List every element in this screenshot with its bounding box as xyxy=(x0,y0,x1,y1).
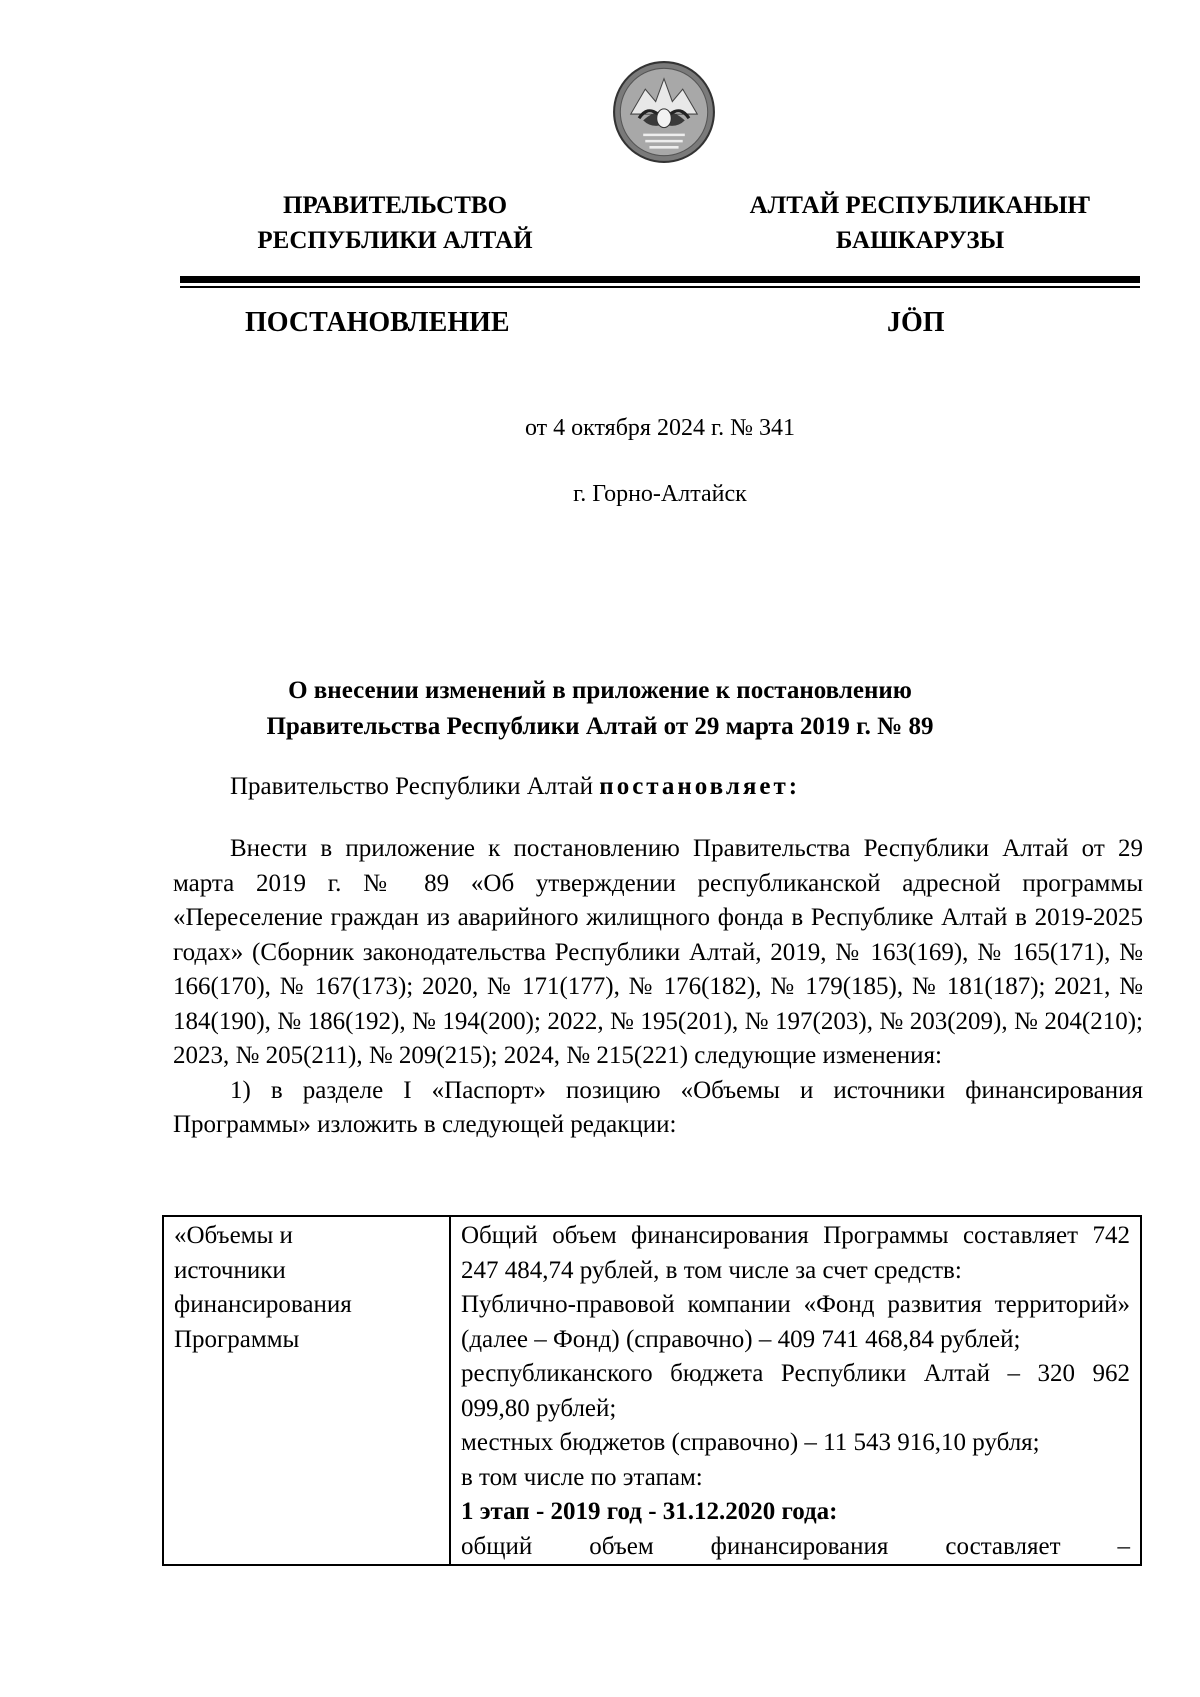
preamble xyxy=(230,770,800,804)
body-paragraph-2: 1) в разделе I «Паспорт» позицию «Объемы и источники финансирования Программы» изложить в следующей редакции: xyxy=(173,1076,1143,1138)
label-line2: источники xyxy=(174,1256,286,1284)
table-label-cell xyxy=(163,1216,450,1565)
body-text xyxy=(173,832,1143,1143)
header-rule-thick xyxy=(180,276,1140,283)
label-line4: Программы xyxy=(174,1325,300,1353)
header-left-line1: ПРАВИТЕЛЬСТВО xyxy=(282,192,508,219)
doc-type-right: JÖП xyxy=(887,307,945,338)
city: г. Горно-Алтайск xyxy=(573,481,747,507)
preamble-emphasis: постановляет: xyxy=(599,773,801,800)
label-line1: «Объемы и xyxy=(174,1222,293,1249)
value-republican-budget: республиканского бюджета Республики Алтай – 320 962 099,80 рублей; xyxy=(461,1360,1130,1422)
document-title xyxy=(0,673,1200,745)
table-row xyxy=(163,1216,1141,1565)
header-rule-thin xyxy=(180,286,1140,288)
value-fund: Публично-правовой компании «Фонд развития территорий» (далее – Фонд) (справочно) – 409 741 468,84 рублей; xyxy=(461,1291,1130,1353)
body-paragraph-1: Внести в приложение к постановлению Правительства Республики Алтай от 29 марта 2019 г. № 89 «Об утверждении республиканской адресной программы «Переселение граждан из аварийного жилищного фонда в Республике Алтай в 2019-2025 годах» (Сборник законодательства Республики Алтай, 2019, № 163(169), № 165(171), № 166(170), № 167(173); 2020, № 171(177), № 176(182), № 179(185), № 181(187); 2021, № 184(190), № 186(192), № 194(200); 2022, № 195(201), № 197(203), № 203(209), № 204(210); 2023, № 205(211), № 209(215); 2024, № 215(221) следующие изменения: xyxy=(173,835,1143,1069)
preamble-text: Правительство Республики Алтай xyxy=(230,773,600,800)
header-right-line1: АЛТАЙ РЕСПУБЛИКАНЫҤ xyxy=(749,192,1091,219)
title-line2: Правительства Республики Алтай от 29 марта 2019 г. № 89 xyxy=(266,713,934,740)
doc-type-left: ПОСТАНОВЛЕНИЕ xyxy=(245,307,510,338)
value-total: Общий объем финансирования Программы составляет 742 247 484,74 рублей, в том числе за счет средств: xyxy=(461,1222,1130,1284)
date-number: от 4 октября 2024 г. № 341 xyxy=(524,415,795,441)
header-left-authority xyxy=(230,188,560,258)
header-right-authority xyxy=(720,188,1120,258)
coat-of-arms-emblem xyxy=(612,60,716,164)
financing-table xyxy=(162,1215,1142,1566)
header-left-line2: РЕСПУБЛИКИ АЛТАЙ xyxy=(257,227,533,254)
table-value-cell xyxy=(450,1216,1141,1565)
value-stage-1-total: общий объем финансирования составляет – xyxy=(461,1532,1130,1560)
value-stage-1: 1 этап - 2019 год - 31.12.2020 года: xyxy=(461,1498,838,1525)
value-stages-intro: в том числе по этапам: xyxy=(461,1463,703,1491)
header-right-line2: БАШКАРУЗЫ xyxy=(835,227,1005,254)
label-line3: финансирования xyxy=(174,1291,352,1318)
value-local-budgets: местных бюджетов (справочно) – 11 543 916,10 рубля; xyxy=(461,1429,1040,1456)
title-line1: О внесении изменений в приложение к постановлению xyxy=(288,677,912,704)
